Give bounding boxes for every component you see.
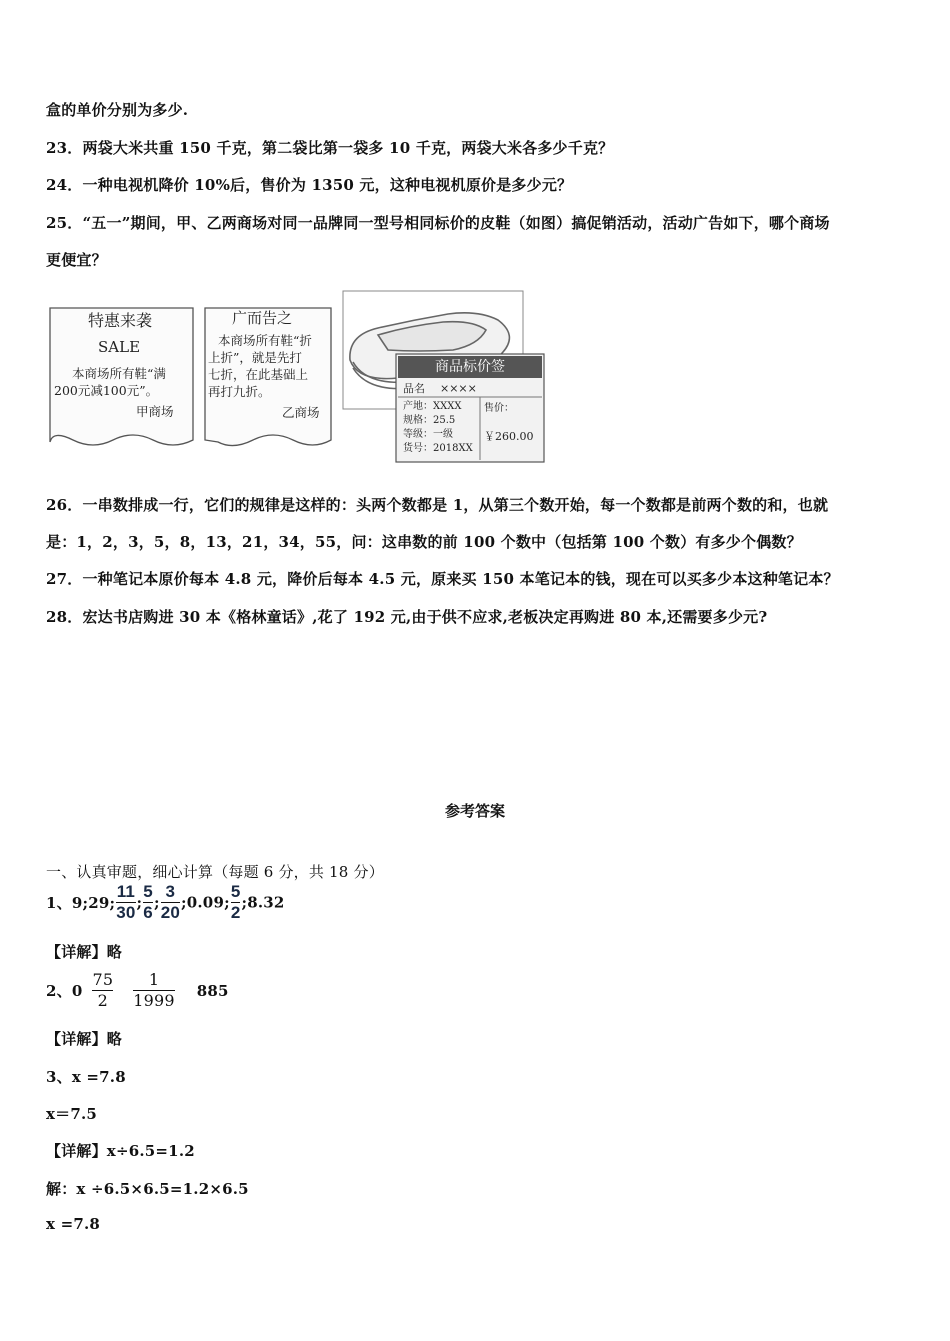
sign-b-body-3: 七折，在此基础上 bbox=[208, 367, 309, 382]
answer-2-fraction-1: $\frac{75}{2}$ bbox=[92, 970, 114, 1010]
detail-1: 【详解】略 bbox=[46, 943, 123, 961]
answer-2-fraction-2: $\frac{1}{1999}$ bbox=[133, 970, 175, 1010]
price-tag-name-label: 品名 bbox=[403, 382, 425, 395]
answer-1: 1、9;29; $\frac{11}{30}$ ; $\frac{5}{6}$ ; $\frac{3}{20}$ ;0.09; $\frac{5}{2}$ ;8.32 bbox=[46, 882, 285, 922]
detail-2: 【详解】略 bbox=[46, 1030, 123, 1048]
answer-3-solve: 解：x ÷6.5×6.5=1.2×6.5 bbox=[46, 1180, 249, 1198]
answer-3-line-1: 3、x =7.8 bbox=[46, 1068, 126, 1086]
question-26-line-2: 是：1，2，3，5，8，13，21，34，55，问：这串数的前 100 个数中（包括第 100 个数）有多少个偶数？ bbox=[46, 533, 802, 551]
answer-1-fraction-1: $\frac{11}{30}$ bbox=[116, 882, 136, 922]
sign-a-title: 特惠来袭 bbox=[88, 311, 153, 330]
answer-1-prefix: 1、9;29; bbox=[46, 894, 116, 912]
question-24: 24．一种电视机降价 10%后，售价为 1350 元，这种电视机原价是多少元？ bbox=[46, 176, 573, 194]
question-27: 27．一种笔记本原价每本 4.8 元，降价后每本 4.5 元，原来买 150 本笔记本的钱，现在可以买多少本这种笔记本？ bbox=[46, 570, 839, 588]
answers-section-1: 一、认真审题，细心计算（每题 6 分，共 18 分） bbox=[46, 863, 384, 881]
answer-1-fraction-2: $\frac{5}{6}$ bbox=[143, 882, 153, 922]
answer-3-detail: 【详解】x÷6.5=1.2 bbox=[46, 1142, 195, 1160]
question-23: 23．两袋大米共重 150 千克，第二袋比第一袋多 10 千克，两袋大米各多少千克？ bbox=[46, 139, 614, 157]
price-tag-price-value: ￥260.00 bbox=[484, 430, 534, 443]
answer-1-fraction-3: $\frac{3}{20}$ bbox=[160, 882, 181, 922]
answer-1-mid: ;0.09; bbox=[181, 893, 230, 912]
sign-b-body-4: 再打九折。 bbox=[208, 384, 271, 399]
question-25-line-2: 更便宜？ bbox=[46, 251, 107, 269]
sign-b-title: 广而告之 bbox=[232, 309, 293, 327]
answer-2-prefix: 2、0 bbox=[46, 982, 83, 1000]
price-tag-code: 货号：2018XX bbox=[403, 443, 473, 454]
question-26-line-1: 26．一串数排成一行，它们的规律是这样的：头两个数都是 1，从第三个数开始，每一个数都是前两个数的和，也就 bbox=[46, 496, 829, 514]
price-tag-origin: 产地：XXXX bbox=[403, 401, 462, 412]
price-tag-spec: 规格：25.5 bbox=[403, 415, 456, 426]
answer-2-suffix: 885 bbox=[196, 981, 229, 1000]
answer-2 bbox=[46, 971, 229, 1010]
sign-a-body-2: 200元减100元”。 bbox=[54, 383, 159, 398]
answer-3-line-2: x＝7.5 bbox=[46, 1105, 98, 1123]
price-tag-name-value: ×××× bbox=[440, 382, 477, 395]
sign-a-store: 甲商场 bbox=[136, 404, 174, 419]
promotion-figure bbox=[48, 290, 548, 465]
sign-b-body-2: 上折”，就是先打 bbox=[208, 350, 302, 365]
price-tag-grade: 等级：一级 bbox=[403, 429, 453, 440]
answer-1-fraction-4: $\frac{5}{2}$ bbox=[230, 882, 241, 922]
price-tag-header: 商品标价签 bbox=[435, 359, 505, 375]
question-22-tail: 盒的单价分别为多少. bbox=[46, 101, 189, 119]
sign-b-store: 乙商场 bbox=[282, 405, 320, 420]
question-28: 28．宏达书店购进 30 本《格林童话》,花了 192 元,由于供不应求,老板决定再购进 80 本,还需要多少元? bbox=[46, 608, 768, 626]
answers-title: 参考答案 bbox=[444, 802, 505, 820]
answer-3-result: x =7.8 bbox=[46, 1215, 101, 1233]
answer-1-suffix: ;8.32 bbox=[241, 893, 285, 912]
sign-a-subtitle: SALE bbox=[98, 338, 141, 356]
price-tag-price-label: 售价： bbox=[484, 403, 514, 414]
question-25-line-1: 25．“五一”期间，甲、乙两商场对同一品牌同一型号相同标价的皮鞋（如图）搞促销活动，活动广告如下，哪个商场 bbox=[46, 214, 830, 232]
sign-b-body-1: 本商场所有鞋“折 bbox=[218, 333, 312, 348]
sign-a-body-1: 本商场所有鞋“满 bbox=[72, 366, 166, 381]
